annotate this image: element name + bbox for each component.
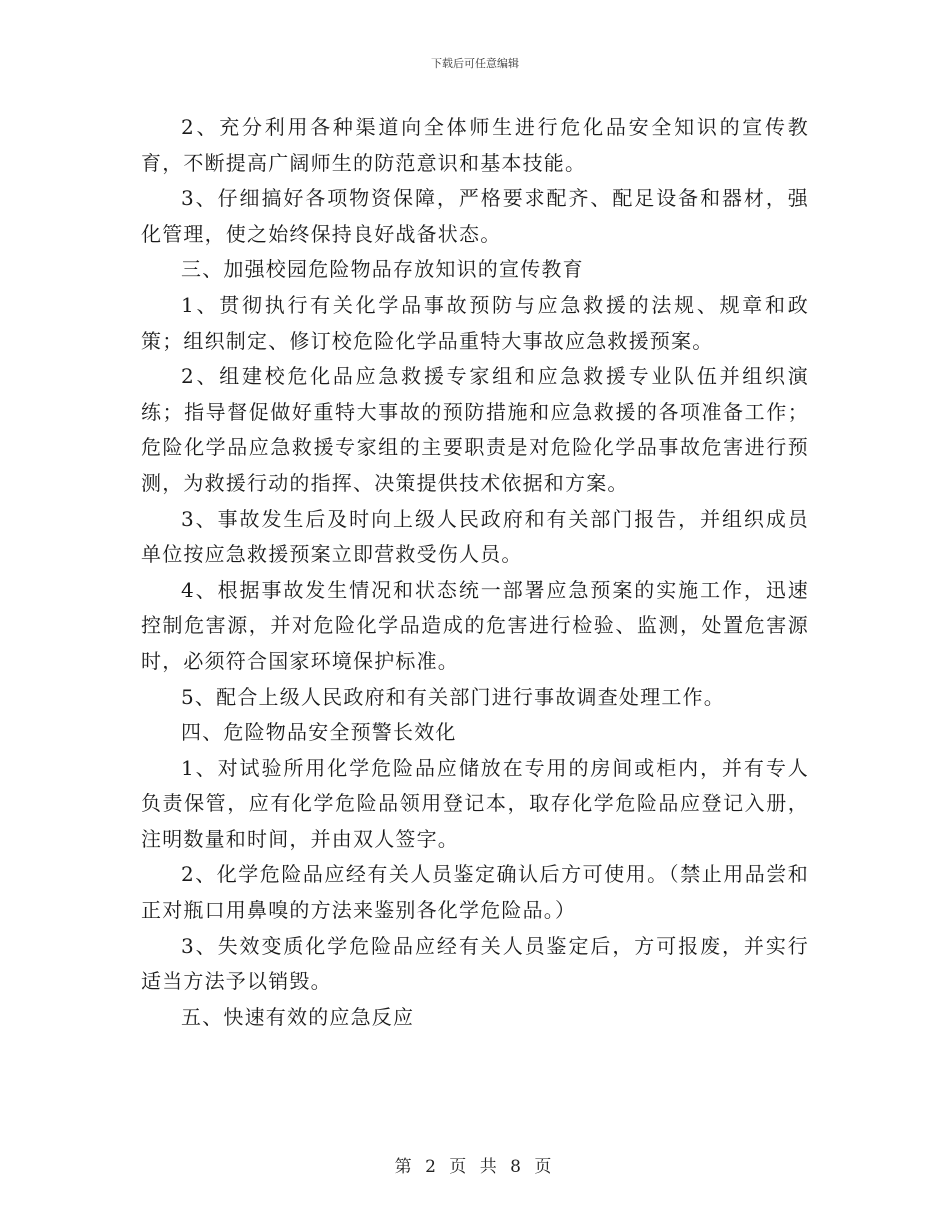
page-number: 第 2 页 共 8 页 xyxy=(394,1157,556,1177)
paragraph: 5、配合上级人民政府和有关部门进行事故调查处理工作。 xyxy=(181,684,725,709)
paragraph: 1、对试验所用化学危险品应储放在专用的房间或柜内，并有专人负责保管，应有化学危险品领用登记本，取存化学危险品应登记入册，注明数量和时间，并由双人签字。 xyxy=(141,755,809,851)
paragraph: 1、贯彻执行有关化学品事故预防与应急救援的法规、规章和政策；组织制定、修订校危险化学品重特大事故应急救援预案。 xyxy=(141,292,809,353)
document-body xyxy=(141,110,809,1035)
section-heading: 三、加强校园危险物品存放知识的宣传教育 xyxy=(181,257,584,282)
paragraph: 3、失效变质化学危险品应经有关人员鉴定后，方可报废，并实行适当方法予以销毁。 xyxy=(141,933,809,994)
page-header-note: 下载后可任意编辑 xyxy=(431,57,519,70)
paragraph: 2、组建校危化品应急救援专家组和应急救援专业队伍并组织演练；指导督促做好重特大事故的预防措施和应急救援的各项准备工作；危险化学品应急救援专家组的主要职责是对危险化学品事故危害进行预测，为救援行动的指挥、决策提供技术依据和方案。 xyxy=(141,364,809,495)
paragraph: 4、根据事故发生情况和状态统一部署应急预案的实施工作，迅速控制危害源，并对危险化学品造成的危害进行检验、监测，处置危害源时，必须符合国家环境保护标准。 xyxy=(141,577,809,673)
paragraph: 3、仔细搞好各项物资保障，严格要求配齐、配足设备和器材，强化管理，使之始终保持良好战备状态。 xyxy=(141,186,809,246)
section-heading: 四、危险物品安全预警长效化 xyxy=(181,720,457,745)
paragraph: 3、事故发生后及时向上级人民政府和有关部门报告，并组织成员单位按应急救援预案立即营救受伤人员。 xyxy=(141,506,809,567)
paragraph: 2、充分利用各种渠道向全体师生进行危化品安全知识的宣传教育，不断提高广阔师生的防范意识和基本技能。 xyxy=(141,115,809,175)
section-heading: 五、快速有效的应急反应 xyxy=(181,1004,415,1029)
paragraph: 2、化学危险品应经有关人员鉴定确认后方可使用。（禁止用品尝和正对瓶口用鼻嗅的方法来鉴别各化学危险品。） xyxy=(141,862,809,923)
